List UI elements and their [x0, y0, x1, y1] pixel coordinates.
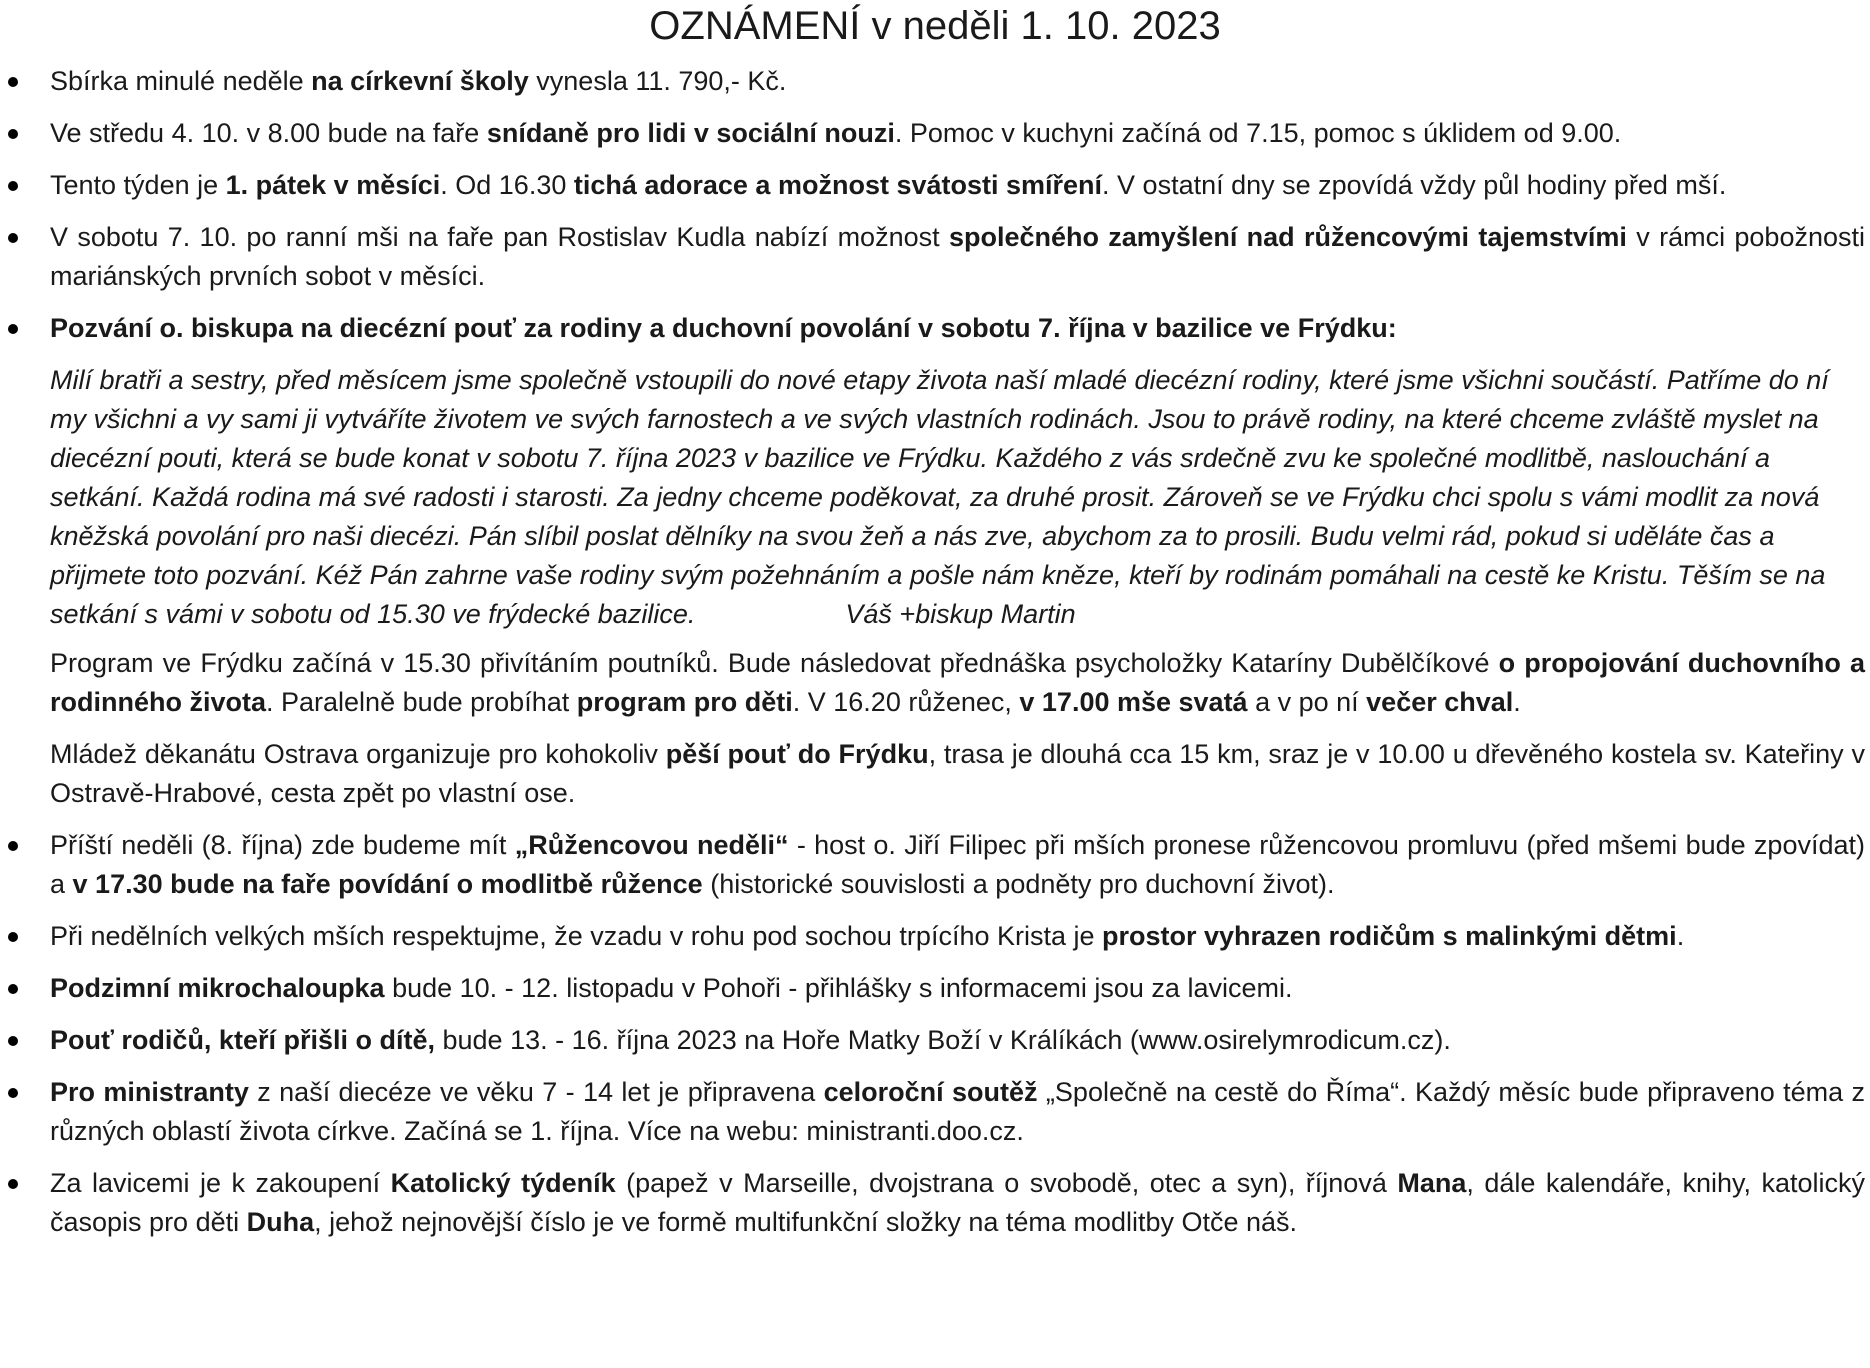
item-text: . Pomoc v kuchyni začíná od 7.15, pomoc s úklidem od 9.00.	[894, 118, 1622, 148]
item-bold: v 17.30 bude na faře povídání o modlitbě růžence	[72, 869, 703, 899]
item-bold: v 17.00 mše svatá	[1019, 687, 1248, 717]
item-bold: pěší pouť do Frýdku	[665, 739, 929, 769]
item-bold: Pozvání o. biskupa na diecézní pouť za rodiny a duchovní povolání v sobotu 7. října v bazilice ve Frýdku:	[50, 313, 1397, 343]
bishop-letter	[0, 361, 1870, 634]
item-bold: 1. pátek v měsíci	[225, 170, 441, 200]
item-text: . Od 16.30	[440, 170, 574, 200]
list-item	[0, 114, 1870, 153]
item-text: (historické souvislosti a podněty pro duchovní život).	[702, 869, 1335, 899]
list-item	[0, 969, 1870, 1008]
item-text: (papež v Marseille, dvojstrana o svobodě, otec a syn), říjnová	[615, 1168, 1398, 1198]
item-text: v rámci pobožnosti mariánských prvních sobot v měsíci.	[50, 222, 1865, 291]
bullet-icon	[8, 233, 18, 243]
bullet-icon	[8, 841, 18, 851]
item-text: .	[1676, 921, 1685, 951]
list-item	[0, 1164, 1870, 1242]
announcement-list	[0, 62, 1870, 1255]
item-text: Tento týden je	[50, 170, 226, 200]
item-text: . V ostatní dny se zpovídá vždy půl hodiny před mší.	[1102, 170, 1727, 200]
item-bold: Duha	[246, 1207, 315, 1237]
letter-signature: Váš +biskup Martin	[845, 599, 1076, 629]
item-bold: prostor vyhrazen rodičům s malinkými dětmi	[1102, 921, 1677, 951]
item-text: , jehož nejnovější číslo je ve formě multifunkční složky na téma modlitby Otče náš.	[314, 1207, 1298, 1237]
letter-text: Milí bratři a sestry, před měsícem jsme společně vstoupili do nové etapy života naší mladé diecézní rodiny, které jsme všichni součástí. Patříme do ní my všichni a vy sami ji vytváříte životem ve svých farnostech a ve svých vlastních rodinách. Jsou to právě rodiny, na které chceme zvláště myslet na diecézní pouti, která se bude konat v sobotu 7. října 2023 v bazilice ve Frýdku. Každého z vás srdečně zvu ke společné modlitbě, naslouchání a setkání. Každá rodina má své radosti i starosti. Za jedny chceme poděkovat, za druhé prosit. Zároveň se ve Frýdku chci spolu s vámi modlit za nová kněžská povolání pro naši diecézi. Pán slíbil poslat dělníky na svou žeň a nás zve, abychom za to prosili. Budu velmi rád, pokud si uděláte čas a přijmete toto pozvání. Kéž Pán zahrne vaše rodiny svým požehnáním a pošle nám kněze, kteří by rodinám pomáhali na cestě ke Kristu. Těším se na setkání s vámi v sobotu od 15.30 ve frýdecké bazilice.	[50, 365, 1829, 629]
list-item	[0, 917, 1870, 956]
bullet-icon	[8, 932, 18, 942]
item-text: Ve středu 4. 10. v 8.00 bude na faře	[50, 118, 487, 148]
item-text: . Paralelně bude probíhat	[266, 687, 577, 717]
item-bold: Mana	[1397, 1168, 1467, 1198]
list-item	[0, 826, 1870, 904]
item-text: , trasa je dlouhá cca 15 km, sraz je v 10.00 u dřevěného kostela sv. Kateřiny v Ostravě-Hrabové, cesta zpět po vlastní ose.	[50, 739, 1865, 808]
bullet-icon	[8, 1088, 18, 1098]
item-text: V sobotu 7. 10. po ranní mši na faře pan Rostislav Kudla nabízí možnost	[50, 222, 949, 252]
item-text: Mládež děkanátu Ostrava organizuje pro kohokoliv	[50, 739, 666, 769]
item-bold: společného zamyšlení nad růžencovými tajemstvími	[948, 222, 1627, 252]
item-text: „Společně na cestě do Říma“. Každý měsíc bude připraveno téma z různých oblastí života církve. Začíná se 1. října. Více na webu: ministranti.doo.cz.	[50, 1077, 1866, 1146]
item-bold: Katolický týdeník	[390, 1168, 616, 1198]
list-item	[0, 1073, 1870, 1151]
item-bold: celoroční soutěž	[823, 1077, 1038, 1107]
item-text: - host o. Jiří Filipec při mších pronese růžencovou promluvu (před mšemi bude zpovídat) a	[50, 830, 1865, 899]
item-bold: večer chval	[1366, 687, 1514, 717]
item-text: Program ve Frýdku začíná v 15.30 přivítáním poutníků. Bude následovat přednáška psycholožky Kataríny Dubělčíkové	[50, 648, 1499, 678]
item-text: . V 16.20 růženec,	[792, 687, 1020, 717]
item-bold: snídaně pro lidi v sociální nouzi	[486, 118, 895, 148]
program-paragraph	[0, 644, 1870, 722]
item-bold: Pouť rodičů, kteří přišli o dítě,	[50, 1025, 435, 1055]
item-text: , dále kalendáře, knihy, katolický časopis pro děti	[50, 1168, 1866, 1237]
item-text: bude 10. - 12. listopadu v Pohoři - přihlášky s informacemi jsou za lavicemi.	[384, 973, 1293, 1003]
bullet-icon	[8, 77, 18, 87]
item-bold: program pro děti	[576, 687, 793, 717]
item-text: bude 13. - 16. října 2023 na Hoře Matky Boží v Králíkách (www.osirelymrodicum.cz).	[435, 1025, 1451, 1055]
item-bold: Podzimní mikrochaloupka	[50, 973, 385, 1003]
list-item	[0, 218, 1870, 296]
item-text: Příští neděli (8. října) zde budeme mít	[50, 830, 515, 860]
item-text: a v po ní	[1247, 687, 1367, 717]
item-bold: „Růžencovou neděli“	[514, 830, 789, 860]
item-text: Sbírka minulé neděle	[50, 66, 312, 96]
list-item	[0, 166, 1870, 205]
item-text: Za lavicemi je k zakoupení	[50, 1168, 391, 1198]
bullet-icon	[8, 1179, 18, 1189]
item-bold: tichá adorace a možnost svátosti smíření	[573, 170, 1103, 200]
item-bold: Pro ministranty	[50, 1077, 249, 1107]
list-item	[0, 1021, 1870, 1060]
bullet-icon	[8, 324, 18, 334]
item-text: vynesla 11. 790,- Kč.	[528, 66, 787, 96]
item-bold: o propojování duchovního a rodinného života	[50, 648, 1865, 717]
item-bold: na církevní školy	[311, 66, 529, 96]
item-text: z naší diecéze ve věku 7 - 14 let je připravena	[248, 1077, 824, 1107]
youth-paragraph	[0, 735, 1870, 813]
item-text: .	[1513, 687, 1521, 717]
list-item	[0, 309, 1870, 348]
item-text: Při nedělních velkých mších respektujme, že vzadu v rohu pod sochou trpícího Krista je	[50, 921, 1103, 951]
bullet-icon	[8, 129, 18, 139]
page-title: OZNÁMENÍ v neděli 1. 10. 2023	[649, 4, 1221, 48]
bullet-icon	[8, 984, 18, 994]
bullet-icon	[8, 1036, 18, 1046]
bullet-icon	[8, 181, 18, 191]
list-item	[0, 62, 1870, 101]
